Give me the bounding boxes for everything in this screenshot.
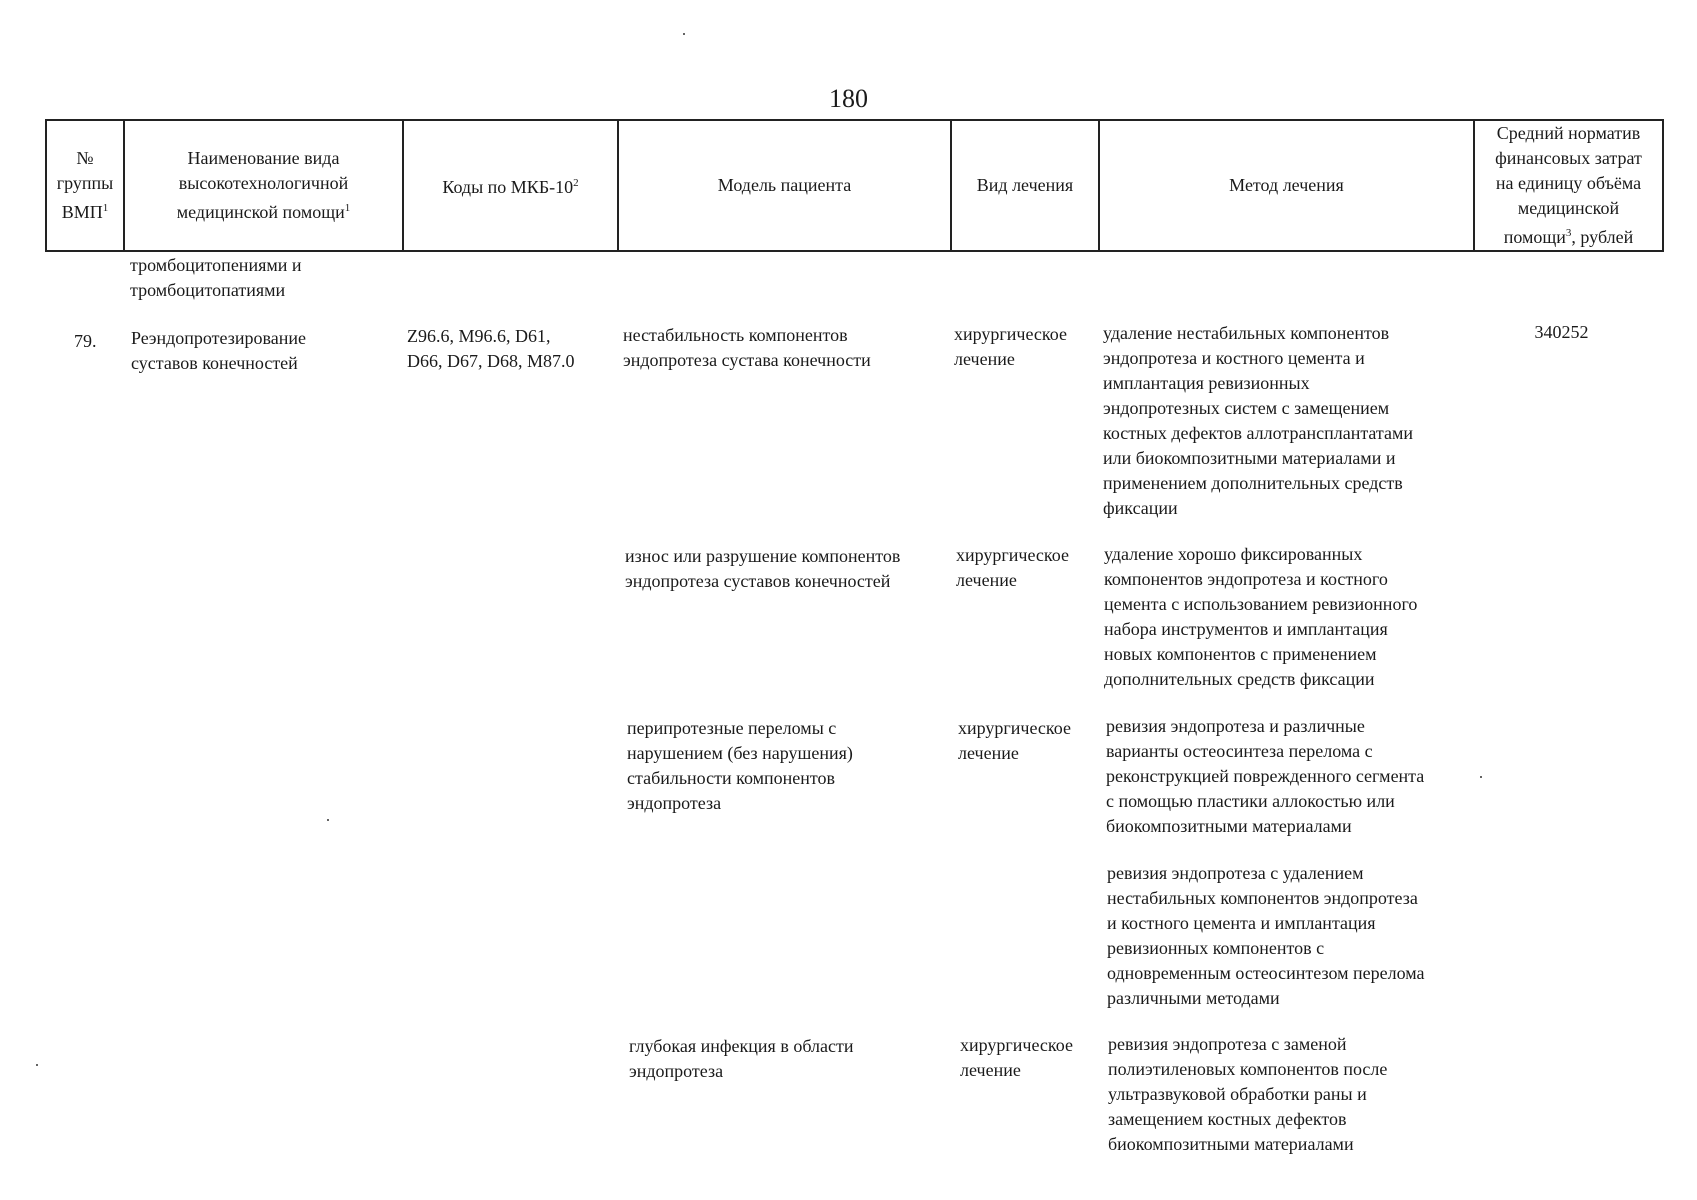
patient-model-3: перипротезные переломы с нарушением (без нарушения) стабильности компонентов эндопротеза [627,718,853,813]
header-treatment-method: Метод лечения [1099,120,1474,251]
treatment-type-1: хирургическое лечение [954,324,1067,369]
treatment-method-3: ревизия эндопротеза и различные варианты остеосинтеза перелома с реконструкцией поврежденного сегмента с помощью пластики аллокостью или биокомпозитными материалами [1106,716,1425,836]
patient-model-2: износ или разрушение компонентов эндопротеза суставов конечностей [625,546,901,591]
header-icd-codes: Коды по МКБ-$10^2$ [403,120,618,251]
patient-model-1: нестабильность компонентов эндопротеза сустава конечности [623,325,871,370]
treatment-type-2: хирургическое лечение [956,545,1069,590]
treatment-method-2: удаление хорошо фиксированных компонентов эндопротеза и костного цемента с использованием ревизионного набора инструментов и имплантация новых компонентов с применением дополнительных средств фиксации [1104,544,1418,689]
patient-model-5: глубокая инфекция в области эндопротеза [629,1036,854,1081]
header-treatment-type: Вид лечения [951,120,1099,251]
average-cost: 340252 [1534,322,1589,342]
scan-speck [683,33,685,35]
header-average-cost: Средний норматив финансовых затрат на единицу объёма медицинской помощи$^3$, рублей [1474,120,1663,251]
scan-speck [327,819,329,821]
treatment-method-1: удаление нестабильных компонентов эндопротеза и костного цемента и имплантация ревизионных эндопротезных систем с замещением костных дефектов аллотрансплантатами или биокомпозитными материалами и применением дополнительных средств фиксации [1103,323,1414,518]
scan-speck [1480,776,1482,778]
treatment-method-5: ревизия эндопротеза с заменой полиэтиленовых компонентов после ультразвуковой обработки раны и замещением костных дефектов биокомпозитными материалами [1108,1034,1388,1154]
treatment-type-3: хирургическое лечение [958,718,1071,763]
header-care-type-name: Наименование вида высокотехнологичной медицинской помощи$^1$ [124,120,403,251]
group-number: 79. [74,331,97,351]
continuation-text: тромбоцитопениями и тромбоцитопатиями [130,255,302,300]
table-header [45,119,1664,252]
header-patient-model: Модель пациента [618,120,951,251]
treatment-method-4: ревизия эндопротеза с удалением нестабильных компонентов эндопротеза и костного цемента и имплантация ревизионных компонентов с одновременным остеосинтезом перелома различными методами [1107,863,1425,1008]
care-type-name: Реэндопротезирование суставов конечностей [131,328,306,373]
treatment-type-5: хирургическое лечение [960,1035,1073,1080]
page-number: 180 [829,84,868,113]
header-group-number: № группы ВМП$^1$ [46,120,124,251]
scan-speck [36,1064,38,1066]
icd-codes: Z96.6, M96.6, D61, D66, D67, D68, M87.0 [407,326,575,371]
